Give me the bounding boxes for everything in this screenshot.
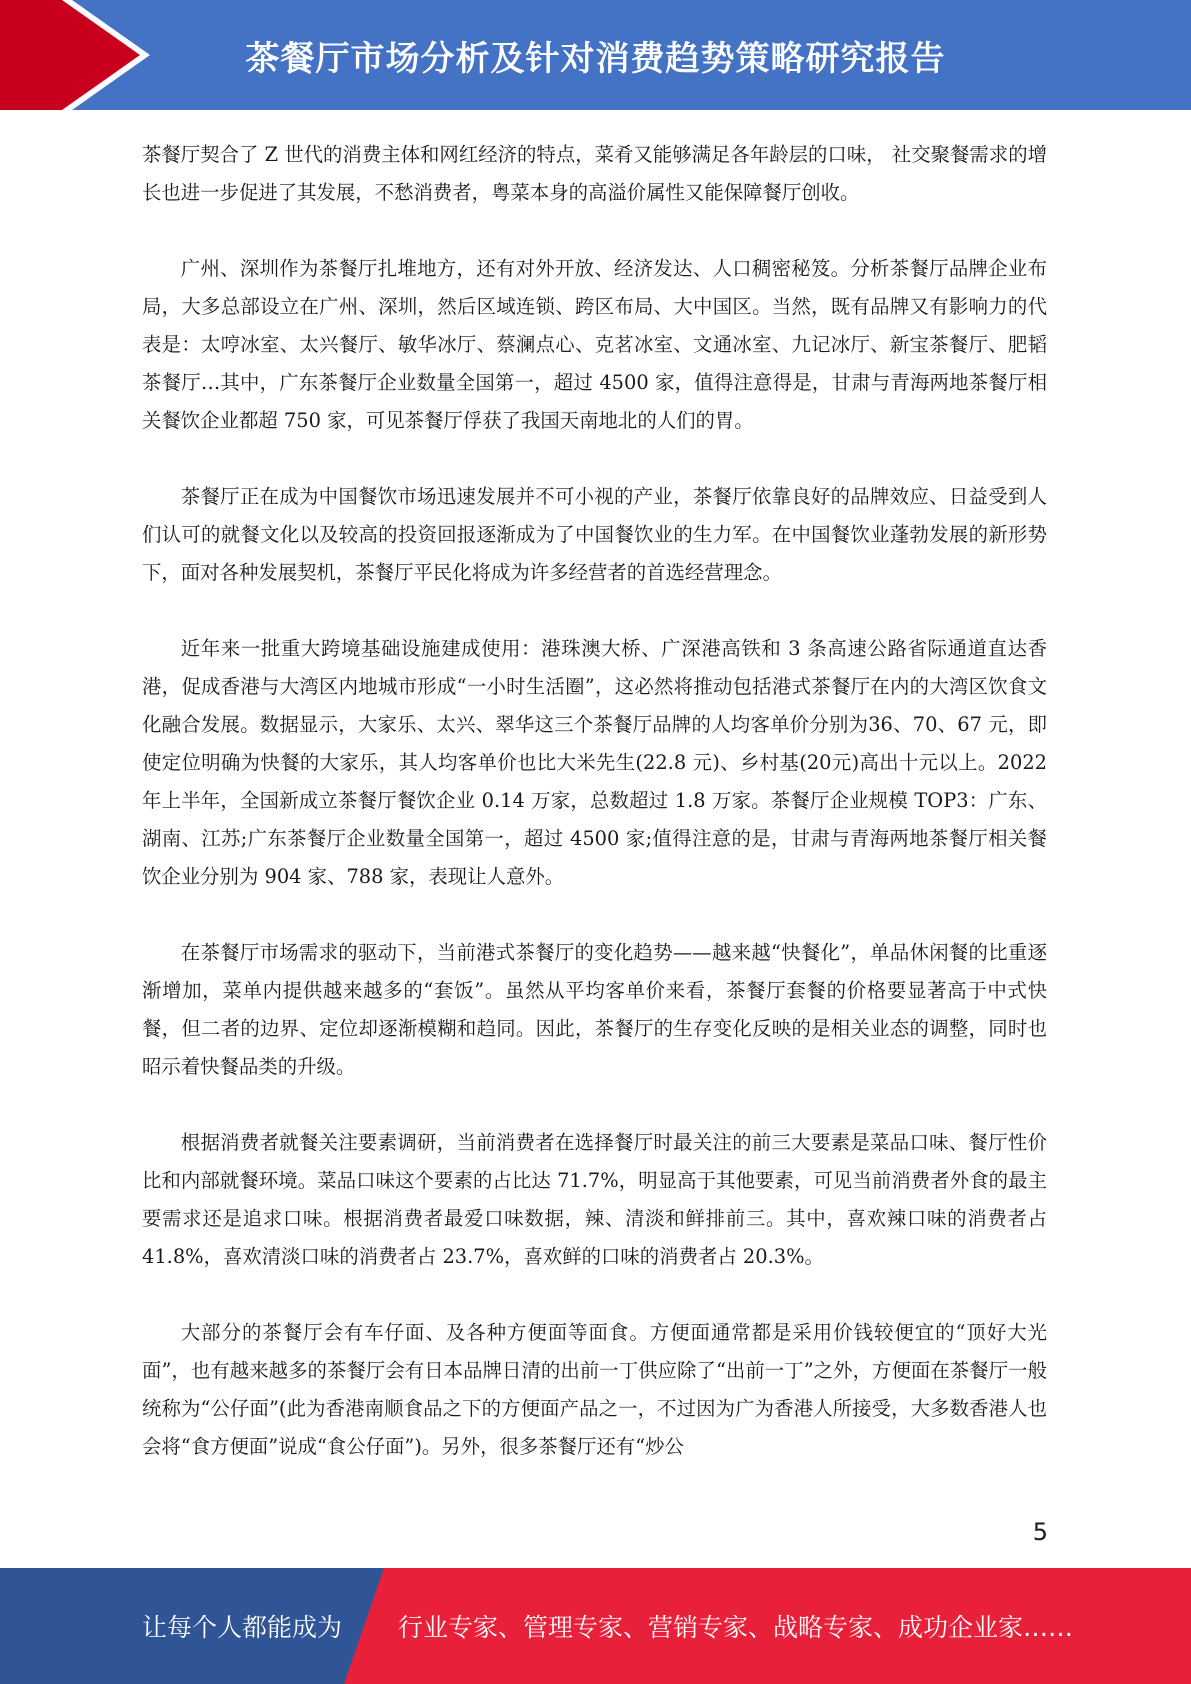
paragraph-5: 在茶餐厅市场需求的驱动下，当前港式茶餐厅的变化趋势——越来越“快餐化”，单品休闲餐的比重逐渐增加，菜单内提供越来越多的“套饭”。虽然从平均客单价来看，茶餐厅套餐的价格要显著高于中式快餐，但二者的边界、定位却逐渐模糊和趋同。因此，茶餐厅的生存变化反映的是相关业态的调整，同时也昭示着快餐品类的升级。 (142, 941, 1047, 1078)
page-footer (0, 1568, 1191, 1684)
footer-slogan-left: 让每个人都能成为 (142, 1613, 343, 1642)
page-header (0, 0, 1191, 110)
footer-slogan-right: 行业专家、管理专家、营销专家、战略专家、成功企业家…… (398, 1613, 1074, 1642)
paragraph-4: 近年来一批重大跨境基础设施建成使用：港珠澳大桥、广深港高铁和 3 条高速公路省际通道直达香港，促成香港与大湾区内地城市形成“一小时生活圈”，这必然将推动包括港式茶餐厅在内的大湾区饮食文化融合发展。数据显示，大家乐、太兴、翠华这三个茶餐厅品牌的人均客单价分别为36、70、67 元，即使定位明确为快餐的大家乐，其人均客单价也比大米先生(22.8 元)、乡村基(20元)高出十元以上。2022 年上半年，全国新成立茶餐厅餐饮企业 0.14 万家，总数超过 1.8 万家。茶餐厅企业规模 TOP3：广东、湖南、江苏;广东茶餐厅企业数量全国第一，超过 4500 家;值得注意的是，甘肃与青海两地茶餐厅相关餐饮企业分别为 904 家、788 家，表现让人意外。 (142, 637, 1047, 888)
paragraph-2: 广州、深圳作为茶餐厅扎堆地方，还有对外开放、经济发达、人口稠密秘笈。分析茶餐厅品牌企业布局，大多总部设立在广州、深圳，然后区域连锁、跨区布局、大中国区。当然，既有品牌又有影响力的代表是：太哼冰室、太兴餐厅、敏华冰厅、蔡澜点心、克茗冰室、文通冰室、九记冰厅、新宝茶餐厅、肥韬茶餐厅…其中，广东茶餐厅企业数量全国第一，超过 4500 家，值得注意得是，甘肃与青海两地茶餐厅相关餐饮企业都超 750 家，可见茶餐厅俘获了我国天南地北的人们的胃。 (142, 257, 1047, 432)
body-text (142, 136, 1047, 1504)
paragraph-6: 根据消费者就餐关注要素调研，当前消费者在选择餐厅时最关注的前三大要素是菜品口味、餐厅性价比和内部就餐环境。菜品口味这个要素的占比达 71.7%，明显高于其他要素，可见当前消费者外食的最主要需求还是追求口味。根据消费者最爱口味数据，辣、清淡和鲜排前三。其中，喜欢辣口味的消费者占 41.8%，喜欢清淡口味的消费者占 23.7%，喜欢鲜的口味的消费者占 20.3%。 (142, 1131, 1047, 1268)
paragraph-7: 大部分的茶餐厅会有车仔面、及各种方便面等面食。方便面通常都是采用价钱较便宜的“顶好大光面”，也有越来越多的茶餐厅会有日本品牌日清的出前一丁供应除了“出前一丁”之外，方便面在茶餐厅一般统称为“公仔面”(此为香港南顺食品之下的方便面产品之一，不过因为广为香港人所接受，大多数香港人也会将“食方便面”说成“食公仔面”)。另外，很多茶餐厅还有“炒公 (142, 1321, 1047, 1458)
paragraph-1: 茶餐厅契合了 Z 世代的消费主体和网红经济的特点，菜肴又能够满足各年龄层的口味， 社交聚餐需求的增长也进一步促进了其发展，不愁消费者，粤菜本身的高溢价属性又能保障餐厅创收。 (142, 143, 1047, 204)
document-title: 茶餐厅市场分析及针对消费趋势策略研究报告 (245, 38, 946, 79)
paragraph-3: 茶餐厅正在成为中国餐饮市场迅速发展并不可小视的产业，茶餐厅依靠良好的品牌效应、日益受到人们认可的就餐文化以及较高的投资回报逐渐成为了中国餐饮业的生力军。在中国餐饮业蓬勃发展的新形势下，面对各种发展契机，茶餐厅平民化将成为许多经营者的首选经营理念。 (142, 485, 1047, 584)
page-number: 5 (1032, 1518, 1048, 1546)
